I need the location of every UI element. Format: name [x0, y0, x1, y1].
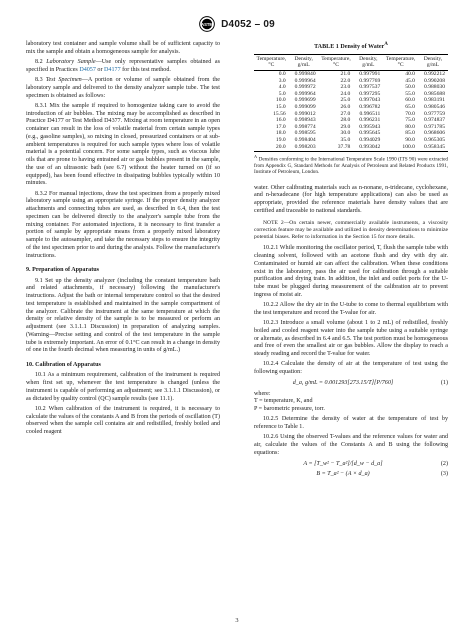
table-cell-density: 0.999972: [294, 84, 316, 91]
table-cell-density: 0.995645: [359, 130, 381, 137]
table-cell-temperature: 60.0: [405, 97, 415, 104]
equation-1-body: d_a, g/mL = 0.001293[273.15/T][P/760]: [292, 379, 394, 386]
paragraph-10-2-cont: water. Other calibrating materials such as n-nonane, n-tridecane, cyclohexane, and n-hexadecane (for high temperature applications) can also be used as appropriate, provided the reference materials have density values that are certified and traceable to national standards.: [254, 184, 448, 214]
table-cell-density: 0.965305: [424, 136, 445, 143]
table-row: [254, 137, 448, 144]
table-cell-density: 0.977759: [424, 110, 445, 117]
table-cell-density: 0.992212: [424, 70, 445, 77]
table-cell-density: 0.983191: [424, 97, 445, 104]
table-cell-density: 0.985688: [424, 90, 445, 97]
equation-1-number: (1): [440, 379, 448, 386]
paragraph-8-3: 8.3 Test Specimen—A portion or volume of sample obtained from the laboratory sample and delivered to the density analyzer sample tube. The test specimen is obtained as follows:: [26, 77, 220, 99]
table-cell-density: 0.971785: [424, 123, 445, 130]
table-cell-temperature: 28.0: [340, 117, 351, 124]
term-laboratory-sample: Laboratory Sample: [46, 59, 96, 65]
table-cell-temperature: 20.0: [254, 144, 289, 152]
table-cell-temperature: 29.0: [340, 123, 351, 130]
table-cell-temperature: 45.0: [405, 77, 415, 84]
equation-3: [254, 471, 448, 479]
table-cell-density: 0.974837: [424, 117, 445, 124]
table-row: [254, 111, 448, 118]
table-row: [254, 84, 448, 91]
table-row: [254, 78, 448, 85]
table-cell-density: 0.958345: [418, 144, 448, 152]
where-p-definition: P = barometric pressure, torr.: [254, 406, 325, 413]
equation-2-number: (2): [440, 460, 448, 467]
table-cell-temperature: 35.0: [340, 136, 351, 143]
svg-text:ASTM: ASTM: [201, 21, 214, 27]
table-cell-temperature: 90.0: [405, 136, 415, 143]
where-t-definition: T = temperature, K, and: [254, 398, 313, 405]
column-header-density: Density, g/mL: [418, 54, 448, 70]
astm-logo-icon: [199, 16, 215, 32]
table-footnote: $^A$ Densities conforming to the International Temperature Scale 1990 (ITS 90) were extracted from Appendix G, Standard Methods for Analysis of Petroleum and Related Products 1991, Institute of Petroleum, London.: [254, 154, 449, 176]
table-cell-temperature: 3.0: [278, 77, 286, 84]
table-row: [254, 104, 448, 111]
density-of-water-table: [254, 54, 448, 152]
table-cell-density: 0.999964: [294, 90, 316, 97]
left-column: [26, 41, 220, 437]
table-cell-density: 0.999012: [294, 110, 316, 117]
table-cell-temperature: 65.0: [405, 103, 415, 110]
paragraph-9-1: 9.1 Set up the density analyzer (including the constant temperature bath and related attachments, if necessary) following the manufacturer's instructions. Adjust the bath or internal temperature control so that the desired test temperature is established and maintained in the sample compartment of the analyzer. Calibrate the instrument at the same temperature at which the density or relative density of the sample is to be measured or perform an adjustment (see 3.1.1.1 Discussion) in preparation of analyzing samples. (Warning—Precise setting and control of the test temperature in the sample tube is extremely important. An error of 0.1°C can result in a change in density of one in the fourth decimal when measuring in units of g/mL.): [26, 277, 220, 354]
table-cell-temperature: 21.0: [340, 70, 351, 77]
term-test-specimen: Test Specimen: [45, 77, 82, 83]
paragraph-8-3-2: 8.3.2 For manual injections, draw the test specimen from a properly mixed laboratory sample using an appropriate syringe. If the proper density analyzer attachments and connecting tubes are used, as described in 6.4, then the test specimen can be delivered directly to the analyzer's sample tube from the mixing container. For automated injections, it is necessary to first transfer a portion of sample by appropriate means from a properly mixed laboratory sample to the autosampler, and take the necessary steps to ensure the integrity of the test specimen prior to and during the analysis. Follow the manufacturer's instructions.: [26, 190, 220, 259]
table-cell-temperature: 50.0: [405, 84, 415, 91]
density-table-block: [254, 41, 448, 176]
table-row: [254, 130, 448, 137]
table-cell-density: 0.995943: [359, 123, 381, 130]
table-row: [254, 70, 448, 77]
table-cell-density: 0.998595: [294, 130, 316, 137]
paragraph-8-3-1: 8.3.1 Mix the sample if required to homogenize taking care to avoid the introduction of air bubbles. The mixing may be accomplished as described in Practice D4177 or Test Method D4377. Mixing at room temperature in an open container can result in the loss of volatile material from certain sample types (e.g., gasoline samples), so mixing in closed, pressurized containers or at sub-ambient temperatures is required for such sample types where loss of volatile material is a potential concern. For some sample types, such as viscous lube oils that are prone to having entrained air or gas bubbles present in the sample, the use of an ultrasonic bath (see 6.7) without the heater turned on (if so equipped), has been found effective in dissipating bubbles typically within 10 minutes.: [26, 102, 220, 187]
table-cell-temperature: 25.0: [340, 97, 351, 104]
table-cell-density: 0.996231: [359, 117, 381, 124]
table-cell-density: 0.997295: [359, 90, 381, 97]
table-cell-temperature: 30.0: [340, 130, 351, 137]
table-cell-temperature: 55.0: [405, 90, 415, 97]
page-number: 3: [235, 617, 239, 624]
table-cell-temperature: 26.0: [340, 103, 351, 110]
table-cell-temperature: 17.0: [275, 123, 286, 130]
table-cell-density: 0.996782: [359, 103, 381, 110]
section-10-heading: 10. Calibration of Apparatus: [26, 362, 101, 368]
table-cell-temperature: 22.0: [340, 77, 351, 84]
column-header-temperature: Temperature, °C: [383, 54, 418, 70]
equation-3-body: B = T_a² − (A × d_a): [316, 471, 370, 478]
table-cell-density: 0.998943: [294, 117, 316, 124]
table-cell-temperature: 40.0: [405, 70, 415, 77]
table-cell-temperature: 15.0: [275, 103, 286, 110]
column-header-density: Density, g/mL: [353, 54, 383, 70]
table-cell-density: 0.993042: [353, 144, 383, 152]
table-cell-temperature: 37.78: [319, 144, 354, 152]
table-cell-temperature: 19.0: [275, 136, 286, 143]
table-cell-temperature: 80.0: [405, 123, 415, 130]
table-cell-density: 0.997043: [359, 97, 381, 104]
link-d4057[interactable]: D4057: [79, 66, 96, 73]
equation-3-number: (3): [440, 471, 448, 478]
table-cell-temperature: 5.0: [278, 90, 286, 97]
table-cell-temperature: 75.0: [405, 117, 415, 124]
table-cell-temperature: 27.0: [340, 110, 351, 117]
section-9-heading: 9. Preparation of Apparatus: [26, 267, 100, 274]
equation-1: [254, 380, 448, 388]
table-cell-temperature: 24.0: [340, 90, 351, 97]
table-cell-temperature: 85.0: [405, 130, 415, 137]
paragraph-10-2-6: 10.2.6 Using the observed T-values and the reference values for water and air, calculate the values of the Constants A and B using the following equations:: [254, 434, 448, 456]
table-cell-density: 0.998404: [294, 136, 316, 143]
table-cell-density: 0.997537: [359, 84, 381, 91]
table-cell-density: 0.980546: [424, 103, 445, 110]
paragraph-10-2-5: 10.2.5 Determine the density of water at the temperature of test by reference to Table 1.: [254, 416, 448, 431]
column-header-temperature: Temperature, °C: [319, 54, 354, 70]
table-row: [254, 91, 448, 98]
table-cell-density: 0.994029: [359, 136, 381, 143]
table-cell-density: 0.998774: [294, 123, 316, 130]
table-cell-temperature: 23.0: [340, 84, 351, 91]
table-cell-temperature: 100.0: [383, 144, 418, 152]
table-row: [254, 117, 448, 124]
table-row: [254, 97, 448, 104]
table-cell-density: 0.998203: [289, 144, 319, 152]
table-cell-temperature: 70.0: [405, 110, 415, 117]
paragraph-10-2: 10.2 When calibration of the instrument is required, it is necessary to calculate the values of the constants A and B from the periods of oscillation (T) observed when the sample cell contains air and redistilled, freshly boiled and cooled reagent: [26, 405, 220, 435]
page-header: [0, 14, 474, 34]
table-cell-density: 0.999099: [294, 103, 316, 110]
table-cell-temperature: 10.0: [275, 97, 286, 104]
table-cell-density: 0.996511: [359, 110, 381, 117]
link-d4177[interactable]: D4177: [104, 66, 121, 73]
column-header-temperature: Temperature, °C: [254, 54, 289, 70]
note-2: NOTE 2—On certain newer, commercially available instruments, a viscosity correction feature may be available and utilized in density determinations to minimize potential biases. Refer to information in the Section 15 for more details.: [254, 219, 448, 241]
table-cell-density: 0.999964: [294, 77, 316, 84]
table-cell-density: 0.999699: [294, 97, 316, 104]
right-column: [254, 41, 448, 482]
table-cell-density: 0.997769: [359, 77, 381, 84]
table-cell-temperature: 0.0: [278, 70, 286, 77]
equation-2-body: A = [T_w² − T_a²]/[d_w − d_a]: [303, 460, 383, 467]
table-cell-temperature: 15.56: [273, 110, 286, 117]
column-header-density: Density, g/mL: [289, 54, 319, 70]
table-row: [254, 144, 448, 152]
table-cell-temperature: 18.0: [275, 130, 286, 137]
table-cell-temperature: 16.0: [275, 117, 286, 124]
table-title: TABLE 1 Density of Water$^A$: [314, 41, 388, 51]
table-cell-density: 0.999840: [294, 70, 316, 77]
table-cell-density: 0.968606: [424, 130, 445, 137]
table-cell-density: 0.997991: [359, 70, 381, 77]
paragraph-10-2-1: 10.2.1 While monitoring the oscillator period, T, flush the sample tube with cleaning solvent, followed with an acetone flush and dry with dry air. Contaminated or humid air can affect the calibration. When these conditions exist in the laboratory, pass the air used for calibration through a suitable purification and drying train. In addition, the inlet and outlet ports for the U-tube must be plugged during measurement of the calibration air to prevent ingress of moist air.: [254, 245, 448, 298]
table-header-row: [254, 54, 448, 70]
paragraph-10-2-2: 10.2.2 Allow the dry air in the U-tube to come to thermal equilibrium with the test temperature and record the T-value for air.: [254, 302, 448, 316]
table-cell-density: 0.988030: [424, 84, 445, 91]
paragraph-8-2: 8.2 Laboratory Sample—Use only representative samples obtained as specified in Practices D4057 or D4177 for this test method.: [26, 59, 221, 73]
table-cell-temperature: 4.0: [278, 84, 286, 91]
paragraph-10-2-4: 10.2.4 Calculate the density of air at the temperature of test using the following equation:: [254, 361, 448, 376]
paragraph-10-1: 10.1 As a minimum requirement, calibration of the instrument is required when first set up, whenever the test temperature is changed (unless the instrument is capable of performing an adjustment; see 3.1.1.1 Discussion), or as dictated by quality control (QC) sample results (see 11.1).: [26, 372, 220, 402]
paragraph-10-2-3: 10.2.3 Introduce a small volume (about 1 to 2 mL) of redistilled, freshly boiled and cooled reagent water into the sample tube using a suitable syringe or alternate, as described in 6.4 and 6.5. The test portion must be homogeneous and free of even the smallest air or gas bubbles. Allow the display to reach a steady reading and record the T-value for water.: [254, 320, 448, 358]
paragraph-8-1-cont: laboratory test container and sample volume shall be of sufficient capacity to mix the sample and obtain a homogeneous sample for analysis.: [26, 41, 220, 55]
equation-2: [254, 461, 448, 469]
table-cell-density: 0.990208: [424, 77, 445, 84]
table-row: [254, 124, 448, 131]
document-designation: D4052 – 09: [221, 18, 275, 30]
table-body: [254, 70, 448, 151]
where-label: where:: [254, 390, 271, 397]
